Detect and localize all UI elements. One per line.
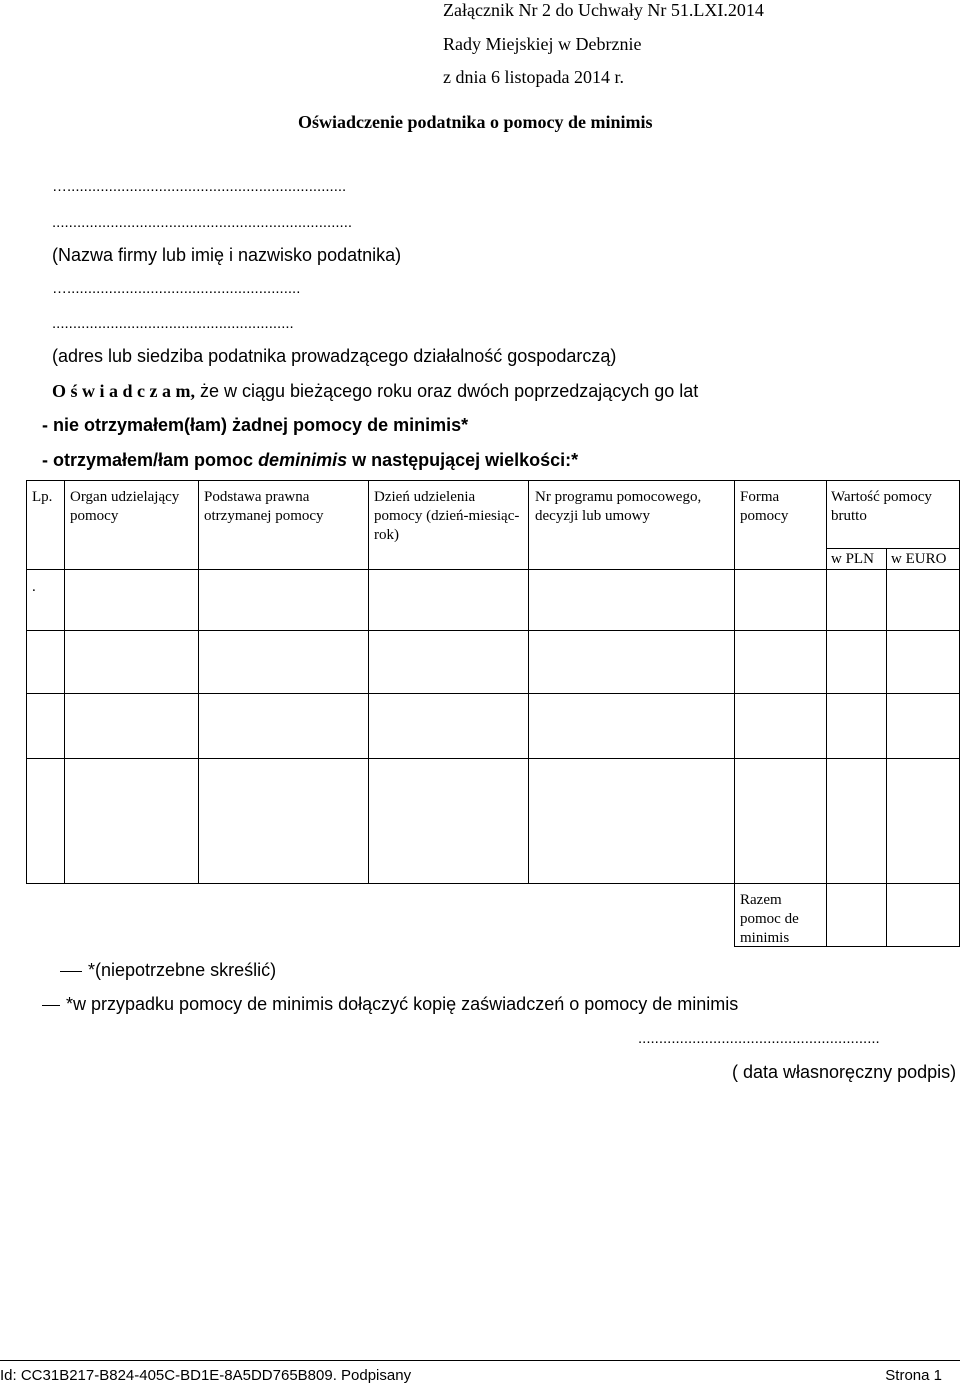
option-no-aid: - nie otrzymałem(łam) żadnej pomocy de minimis* xyxy=(42,415,469,435)
table-vline xyxy=(368,480,369,883)
option-received-italic: deminimis xyxy=(258,450,348,470)
header-wartosc: Wartość pomocy brutto xyxy=(831,489,932,524)
header-nr-programu: Nr programu pomocowego, decyzji lub umowy xyxy=(535,489,702,524)
declaration-rest: że w ciągu bieżącego roku oraz dwóch poprzedzających go lat xyxy=(195,381,699,401)
signature-caption: ( data własnoręczny podpis) xyxy=(732,1062,957,1082)
name-dots-2: ........................................................................ xyxy=(52,214,353,231)
table-hline xyxy=(26,883,960,884)
option-received-pre: - otrzymałem/łam pomoc xyxy=(42,450,259,470)
table-hline xyxy=(26,569,960,570)
table-hline xyxy=(26,758,960,759)
header-line-1: Załącznik Nr 2 do Uchwały Nr 51.LXI.2014 xyxy=(443,0,764,20)
signature-dots: .......................................................... xyxy=(638,1030,880,1047)
header-dzien: Dzień udzielenia pomocy (dzień-miesiąc-rok) xyxy=(374,489,520,543)
declaration-line xyxy=(52,381,698,402)
table-vline xyxy=(26,480,27,883)
header-w-euro: w EURO xyxy=(891,551,947,567)
dash-bullet xyxy=(42,1005,60,1006)
table-vline xyxy=(528,480,529,883)
table-vline xyxy=(64,480,65,883)
header-podstawa: Podstawa prawna otrzymanej pomocy xyxy=(204,489,324,524)
note-attach xyxy=(42,994,738,1015)
name-dots-1: …................................................................... xyxy=(52,178,347,195)
name-caption: (Nazwa firmy lub imię i nazwisko podatnika) xyxy=(52,245,402,265)
note-strike-text: *(niepotrzebne skreślić) xyxy=(88,960,277,980)
footer-page: Strona 1 xyxy=(885,1367,942,1384)
table-vline xyxy=(198,480,199,883)
header-forma: Forma pomocy xyxy=(740,489,789,524)
table-vline xyxy=(734,480,735,947)
header-w-pln: w PLN xyxy=(831,551,874,567)
header-line-2: Rady Miejskiej w Debrznie xyxy=(443,34,642,54)
footer-rule xyxy=(0,1360,960,1361)
dash-bullet xyxy=(60,971,82,972)
first-row-lp: . xyxy=(32,579,36,595)
table-hline xyxy=(26,480,960,481)
table-hline xyxy=(26,630,960,631)
header-lp: Lp. xyxy=(32,489,53,505)
footer-id: Id: CC31B217-B824-405C-BD1E-8A5DD765B809. Podpisany xyxy=(0,1367,412,1384)
option-received-aid xyxy=(42,450,578,471)
option-received-post: w następującej wielkości:* xyxy=(347,450,579,470)
table-hline xyxy=(26,693,960,694)
address-dots-2: .......................................................... xyxy=(52,315,294,332)
note-attach-text: *w przypadku pomocy de minimis dołączyć kopię zaświadczeń o pomocy de minimis xyxy=(66,994,739,1014)
note-strike xyxy=(60,960,276,981)
document-title: Oświadczenie podatnika o pomocy de minimis xyxy=(298,112,653,132)
address-dots-1: …........................................................ xyxy=(52,280,301,297)
header-organ: Organ udzielający pomocy xyxy=(70,489,180,524)
table-vline xyxy=(826,480,827,947)
table-hline xyxy=(826,548,960,549)
declaration-lead: O ś w i a d c z a m, xyxy=(52,381,195,401)
header-line-3: z dnia 6 listopada 2014 r. xyxy=(443,67,624,87)
razem-label: Razem pomoc de minimis xyxy=(740,892,799,946)
address-caption: (adres lub siedziba podatnika prowadzącego działalność gospodarczą) xyxy=(52,346,617,366)
table-vline xyxy=(886,548,887,947)
